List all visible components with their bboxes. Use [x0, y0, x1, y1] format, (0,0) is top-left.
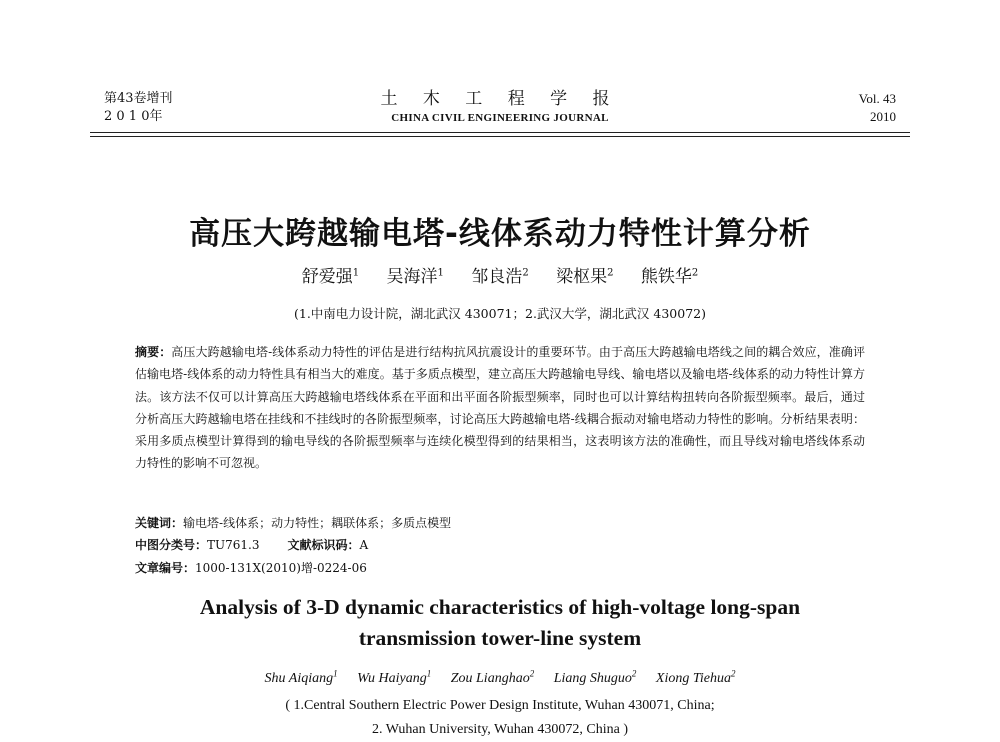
year-cn: 2 0 1 0年: [104, 109, 163, 124]
year-en: 2010: [870, 109, 896, 124]
author-list-en: [90, 668, 910, 687]
affiliation-en: [90, 694, 910, 742]
header-rule: [90, 132, 910, 133]
affiliation-en-line2: 2. Wuhan University, Wuhan 430072, China ): [371, 722, 629, 737]
title-en-line2: transmission tower-line system: [358, 626, 642, 650]
author-cn: 邹良浩$^2$: [471, 267, 529, 287]
article-number-label: 文章编号：: [135, 561, 196, 575]
volume-cn: 第43卷增刊: [104, 91, 173, 106]
journal-header: [320, 88, 680, 126]
keywords: [135, 512, 865, 534]
paper-title-en: [90, 592, 910, 654]
author-cn: 舒爱强$^1$: [301, 267, 360, 287]
journal-title-cn: 土 木 工 程 学 报: [380, 89, 620, 109]
author-en: Wu Haiyang$^1$: [357, 668, 432, 686]
author-en: Shu Aiqiang$^1$: [264, 668, 338, 686]
affiliation-cn: (1.中南电力设计院，湖北武汉 430071；2.武汉大学，湖北武汉 430072): [294, 306, 706, 321]
author-cn: 吴海洋$^1$: [386, 267, 444, 287]
author-en: Xiong Tiehua$^2$: [655, 668, 736, 686]
volume-en: Vol. 43: [858, 91, 896, 106]
header-left: [104, 90, 173, 126]
affiliation-en-line1: ( 1.Central Southern Electric Power Design Institute, Wuhan 430071, China;: [285, 698, 715, 713]
author-en: Zou Lianghao$^2$: [450, 668, 535, 686]
classification-label: 中图分类号：: [135, 538, 208, 552]
keywords-text: 输电塔-线体系；动力特性；耦联体系；多质点模型: [183, 516, 452, 530]
author-list-cn: [90, 262, 910, 287]
classification: [135, 534, 865, 556]
classification-value: TU761.3: [207, 538, 260, 552]
header-rule-thin: [90, 136, 910, 137]
doc-code-value: A: [359, 538, 369, 552]
title-en-line1: Analysis of 3-D dynamic characteristics of high-voltage long-span: [199, 595, 801, 619]
article-number: [135, 557, 865, 579]
keywords-label: 关键词：: [135, 516, 184, 530]
abstract: [135, 341, 865, 475]
article-number-value: 1000-131X(2010)增-0224-06: [195, 561, 367, 575]
author-cn: 梁枢果$^2$: [556, 267, 614, 287]
paper-title-cn: 高压大跨越输电塔-线体系动力特性计算分析: [189, 216, 811, 252]
doc-code-label: 文献标识码：: [287, 538, 360, 552]
abstract-text: 高压大跨越输电塔-线体系动力特性的评估是进行结构抗风抗震设计的重要环节。由于高压大跨越输电塔线之间的耦合效应，准确评估输电塔-线体系的动力特性具有相当大的难度。基于多质点模型，建立高压大跨越输电导线、输电塔以及输电塔-线体系的动力特性计算方法。该方法不仅可以计算高压大跨越输电塔线体系在平面和出平面各阶振型频率，同时也可以计算结构扭转向各阶振型频率。最后，通过分析高压大跨越输电塔在挂线和不挂线时的各阶振型频率，讨论高压大跨越输电塔-线耦合振动对输电塔动力特性的影响。分析结果表明：采用多质点模型计算得到的输电导线的各阶振型频率与连续化模型得到的结果相当，这表明该方法的准确性，而且导线对输电塔线体系动力特性的影响不可忽视。: [135, 345, 865, 471]
journal-title-en: CHINA CIVIL ENGINEERING JOURNAL: [391, 112, 609, 124]
author-en: Liang Shuguo$^2$: [553, 668, 637, 686]
abstract-label: 摘要：: [135, 345, 172, 359]
author-cn: 熊铁华$^2$: [640, 267, 699, 287]
header-right: [859, 90, 896, 126]
